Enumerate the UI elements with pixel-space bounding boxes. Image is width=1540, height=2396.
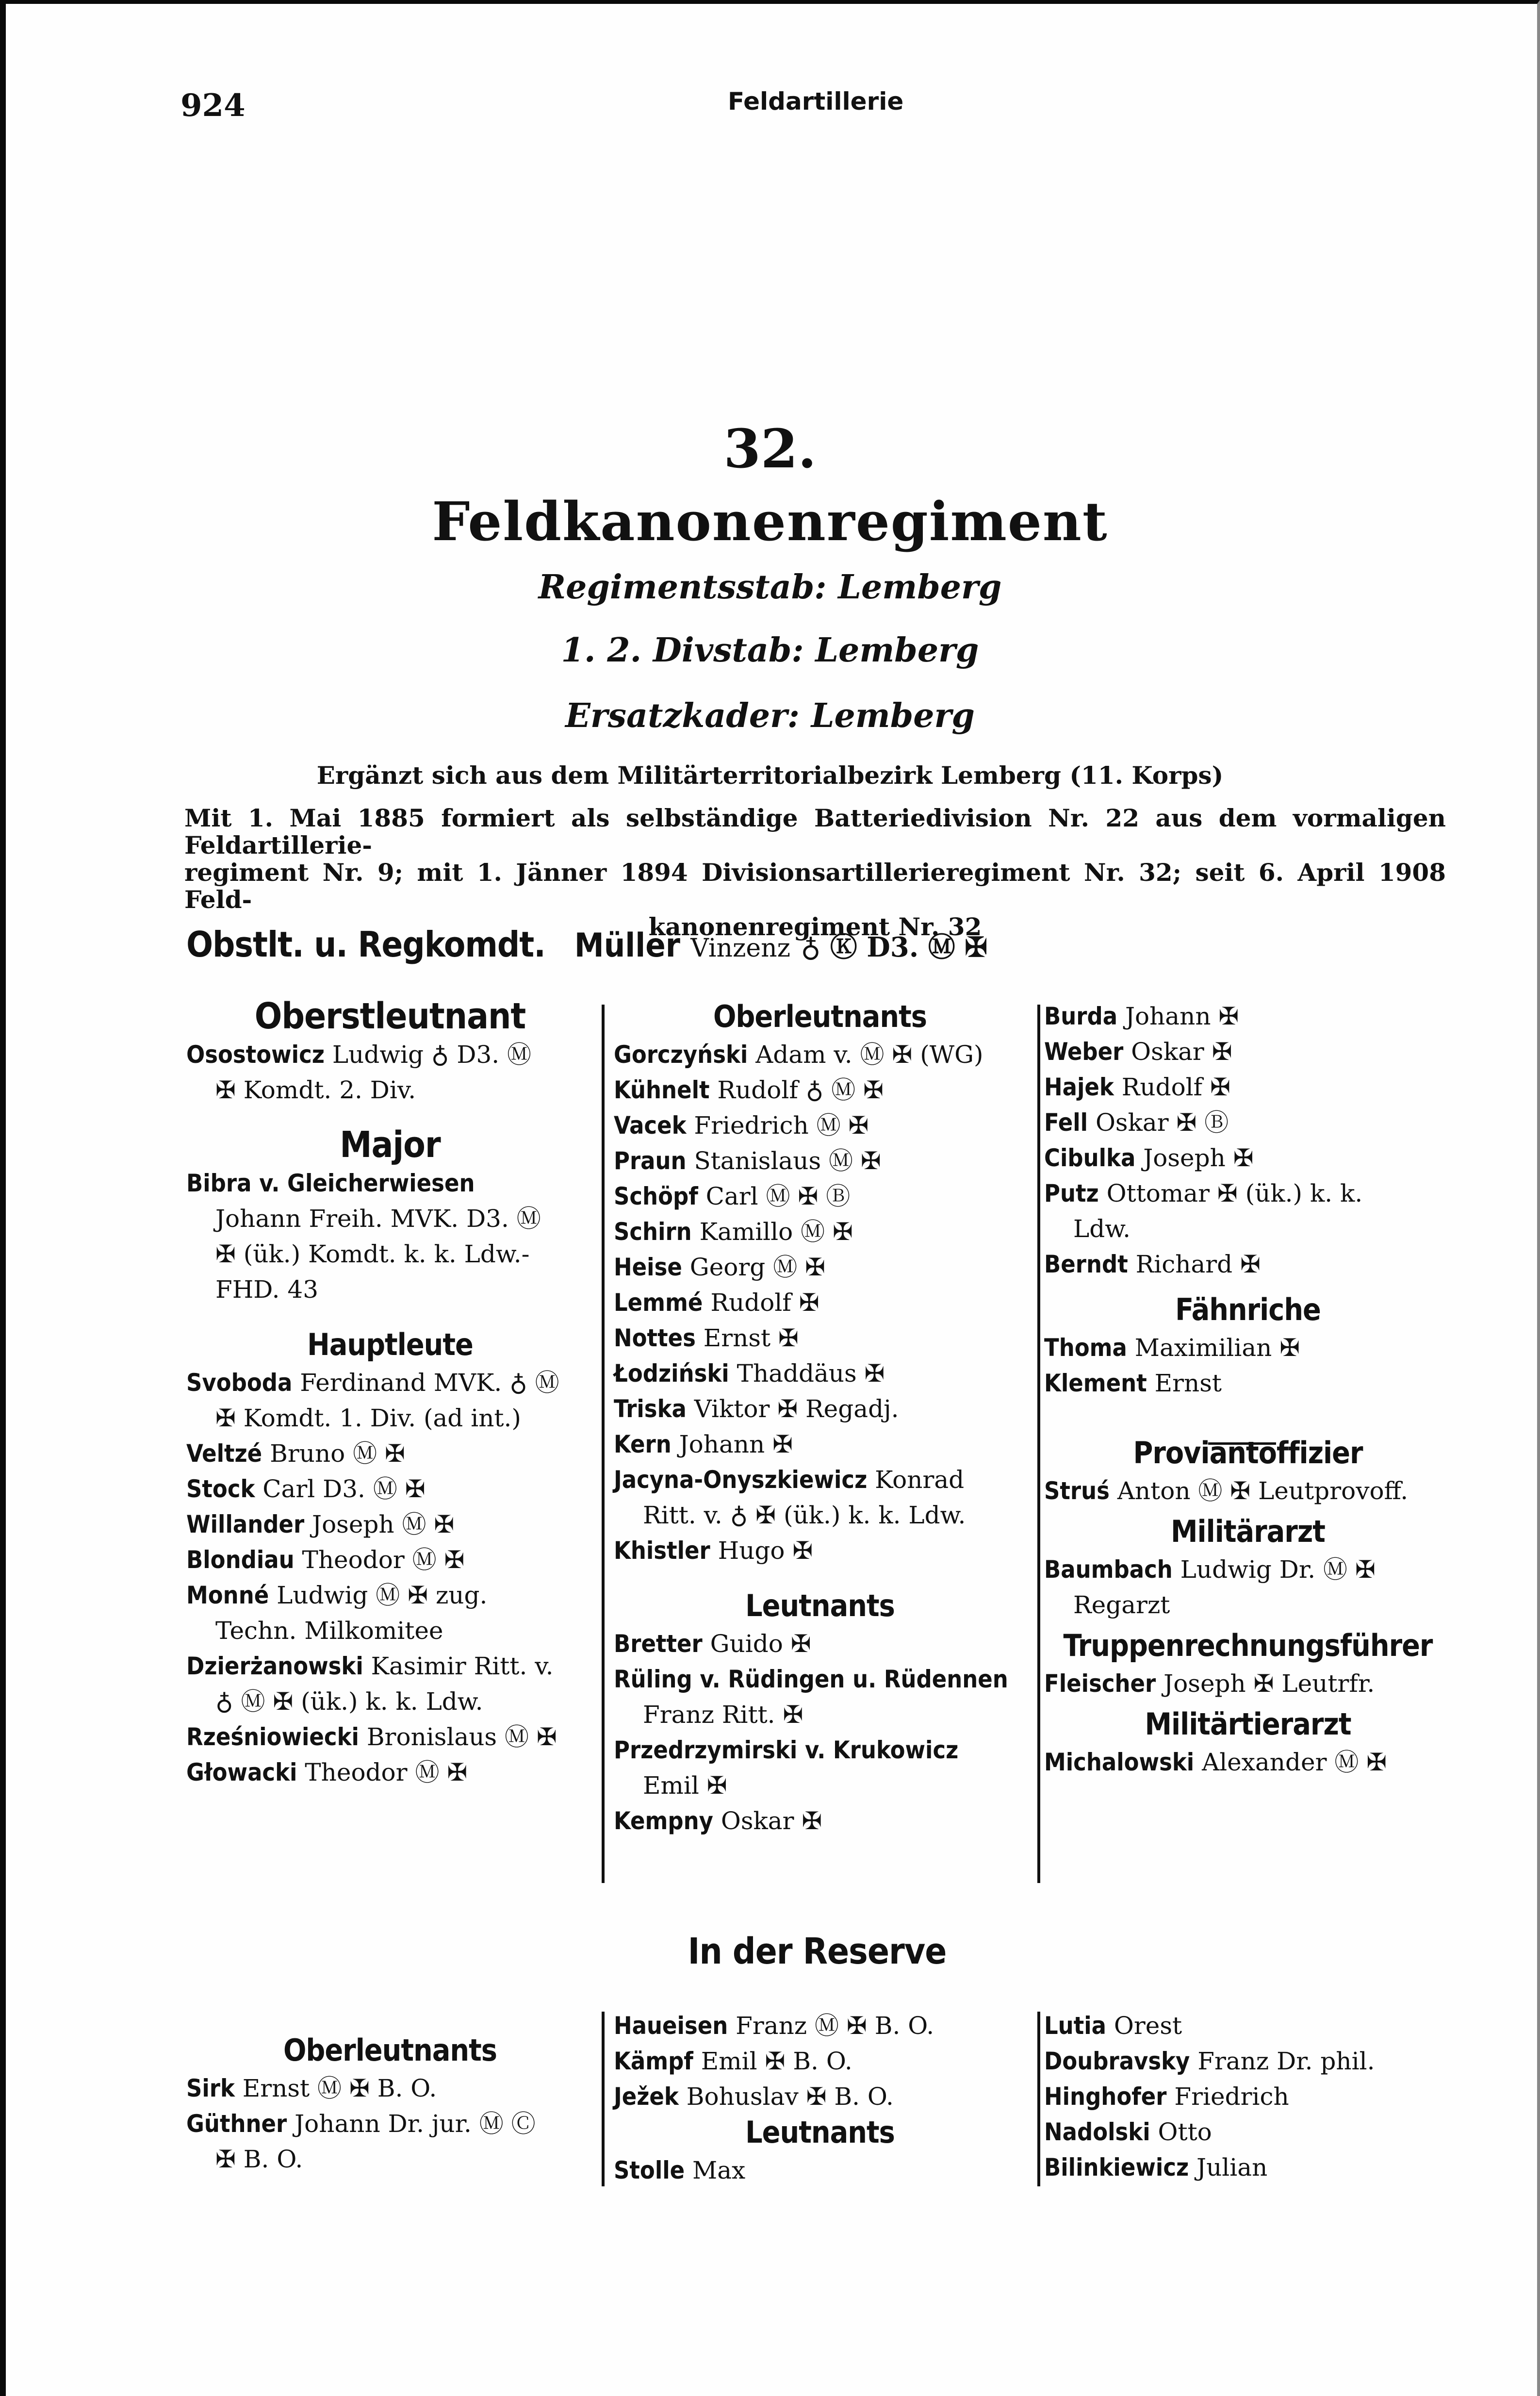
- roster-entry: [614, 1321, 1026, 1356]
- officer-surname: Putz: [1044, 1179, 1099, 1207]
- roster-entry: [1044, 1034, 1452, 1070]
- history-line: kanonenregiment Nr. 32: [648, 912, 982, 941]
- officer-details: Richard ✠: [1128, 1250, 1261, 1278]
- roster-entry: [186, 2106, 594, 2142]
- officer-surname: Sirk: [186, 2074, 235, 2102]
- officer-details: Kamillo Ⓜ ✠: [691, 1218, 853, 1246]
- officer-details: Rudolf ✠: [703, 1289, 819, 1317]
- officer-surname: Cibulka: [1044, 1144, 1136, 1172]
- officer-surname: Baumbach: [1044, 1555, 1173, 1584]
- commander-decorations: ♁ Ⓚ D3. Ⓜ ✠: [801, 931, 988, 963]
- officer-details: Techn. Milkomitee: [215, 1617, 443, 1645]
- roster-entry: [1044, 2115, 1452, 2150]
- section-heading: Oberstleutnant: [254, 995, 526, 1037]
- officer-surname: Dzierżanowski: [186, 1652, 363, 1680]
- officer-details: ♁ Ⓜ ✠ (ük.) k. k. Ldw.: [215, 1687, 483, 1716]
- officer-surname: Svoboda: [186, 1369, 293, 1397]
- roster-entry: [1044, 999, 1452, 1034]
- section-heading: Hauptleute: [307, 1327, 473, 1362]
- officer-surname: Michalowski: [1044, 1748, 1195, 1776]
- officer-details: Maximilian ✠: [1127, 1334, 1300, 1362]
- officer-surname: Ježek: [614, 2082, 679, 2111]
- officer-details: Ludwig Ⓜ ✠ zug.: [269, 1581, 488, 1609]
- officer-details: Ernst: [1147, 1369, 1222, 1397]
- roster-entry: [614, 1498, 1026, 1533]
- officer-details: Oskar ✠: [713, 1807, 822, 1835]
- roster-entry: [614, 1250, 1026, 1285]
- history-line: Mit 1. Mai 1885 formiert als selbständige Batteriedivision Nr. 22 aus dem vormaligen Feldartillerie-: [184, 804, 1446, 859]
- officer-details: Carl D3. Ⓜ ✠: [255, 1475, 426, 1503]
- officer-details: Emil ✠ B. O.: [693, 2047, 852, 2075]
- officer-surname: Hinghofer: [1044, 2082, 1167, 2111]
- officer-details: ✠ B. O.: [215, 2145, 303, 2173]
- officer-details: Joseph Ⓜ ✠: [304, 1510, 455, 1538]
- officer-surname: Willander: [186, 1510, 305, 1538]
- officer-details: Otto: [1150, 2118, 1212, 2146]
- roster-entry: [186, 1507, 594, 1542]
- officer-surname: Gorczyński: [614, 1041, 748, 1069]
- officer-surname: Schöpf: [614, 1182, 698, 1210]
- commander-given: Vinzenz: [690, 934, 791, 963]
- reserve-column-middle: [614, 2008, 1026, 2188]
- officer-surname: Hajek: [1044, 1073, 1114, 1101]
- officer-surname: Bilinkiewicz: [1044, 2153, 1189, 2181]
- officer-details: Rudolf ✠: [1114, 1073, 1230, 1101]
- page-number: 924: [180, 87, 246, 124]
- officer-surname: Łodziński: [614, 1359, 729, 1388]
- officer-surname: Lemmé: [614, 1289, 703, 1317]
- officer-details: Viktor ✠ Regadj.: [686, 1395, 899, 1423]
- roster-entry: [186, 1272, 594, 1307]
- roster-entry: [186, 1684, 594, 1719]
- officer-surname: Głowacki: [186, 1758, 297, 1786]
- commander-surname: Müller: [574, 926, 680, 965]
- officer-details: Guido ✠: [702, 1630, 811, 1658]
- officer-details: Oskar ✠ Ⓑ: [1088, 1108, 1229, 1137]
- roster-entry: [1044, 1105, 1452, 1140]
- officer-surname: Przedrzymirski v. Krukowicz: [614, 1736, 959, 1764]
- officer-surname: Khistler: [614, 1537, 710, 1565]
- officer-details: ✠ (ük.) Komdt. k. k. Ldw.-: [215, 1240, 530, 1268]
- reserve-column-left: [186, 2032, 594, 2177]
- roster-entry: [186, 1719, 594, 1755]
- roster-entry: [1044, 2008, 1452, 2044]
- reserve-title: In der Reserve: [688, 1931, 947, 1972]
- section-heading: Oberleutnants: [283, 2032, 497, 2068]
- officer-details: Ottomar ✠ (ük.) k. k.: [1098, 1179, 1363, 1207]
- officer-surname: Veltzé: [186, 1439, 262, 1468]
- officer-surname: Jacyna-Onyszkiewicz: [614, 1466, 868, 1494]
- roster-entry: [1044, 2150, 1452, 2185]
- ersatzkader: Ersatzkader: Lemberg: [565, 696, 975, 735]
- officer-details: Friedrich: [1166, 2082, 1289, 2111]
- officer-details: Anton Ⓜ ✠ Leutprovoff.: [1109, 1477, 1409, 1505]
- officer-details: Emil ✠: [643, 1771, 727, 1800]
- roster-entry: [614, 1662, 1026, 1697]
- reserve-column-rule: [1037, 2012, 1040, 2186]
- roster-entry: [614, 1179, 1026, 1214]
- section-heading: Major: [340, 1124, 441, 1166]
- officer-details: Johann ✠: [671, 1430, 793, 1458]
- commander-line: [186, 924, 987, 965]
- officer-details: ✠ Komdt. 2. Div.: [215, 1076, 416, 1104]
- officer-surname: Kern: [614, 1430, 672, 1458]
- section-heading: Leutnants: [745, 1588, 895, 1623]
- officer-surname: Lutia: [1044, 2012, 1106, 2040]
- officer-details: Johann Dr. jur. Ⓜ Ⓒ: [287, 2110, 536, 2138]
- officer-details: Ernst Ⓜ ✠ B. O.: [234, 2074, 437, 2102]
- roster-entry: [1044, 1366, 1452, 1401]
- officer-details: Ernst ✠: [695, 1324, 799, 1352]
- officer-surname: Schirn: [614, 1218, 692, 1246]
- officer-details: Kasimir Ritt. v.: [363, 1652, 554, 1680]
- officer-details: Carl Ⓜ ✠ Ⓑ: [698, 1182, 851, 1210]
- officer-surname: Monné: [186, 1581, 269, 1609]
- officer-details: Max: [685, 2156, 746, 2184]
- officer-details: Ludwig ♁ D3. Ⓜ: [324, 1041, 532, 1069]
- column-left: [186, 995, 594, 1790]
- officer-surname: Rüling v. Rüdingen u. Rüdennen: [614, 1665, 1008, 1693]
- officer-surname: Osostowicz: [186, 1041, 325, 1069]
- officer-details: Julian: [1189, 2153, 1268, 2181]
- roster-entry: [614, 1108, 1026, 1143]
- roster-entry: [186, 1542, 594, 1578]
- officer-details: Alexander Ⓜ ✠: [1194, 1748, 1387, 1776]
- column-rule: [1037, 1005, 1040, 1883]
- regiment-number: 32.: [723, 417, 817, 480]
- column-middle: [614, 999, 1026, 1839]
- officer-details: Bronislaus Ⓜ ✠: [359, 1723, 557, 1751]
- officer-surname: Burda: [1044, 1002, 1118, 1030]
- regimentsstab: Regimentsstab: Lemberg: [538, 568, 1002, 607]
- column-right: [1044, 999, 1452, 1780]
- section-heading: Proviantoffizier: [1133, 1435, 1363, 1471]
- officer-surname: Struś: [1044, 1477, 1110, 1505]
- roster-entry: [1044, 1247, 1452, 1282]
- officer-surname: Triska: [614, 1395, 687, 1423]
- officer-details: Oskar ✠: [1123, 1038, 1232, 1066]
- roster-entry: [614, 1391, 1026, 1427]
- officer-surname: Nottes: [614, 1324, 696, 1352]
- roster-entry: [1044, 1211, 1452, 1247]
- roster-entry: [614, 1285, 1026, 1321]
- officer-details: FHD. 43: [215, 1275, 319, 1304]
- roster-entry: [1044, 1473, 1452, 1509]
- officer-surname: Rześniowiecki: [186, 1723, 359, 1751]
- officer-details: Stanislaus Ⓜ ✠: [686, 1147, 881, 1175]
- ergaenzung-line: Ergänzt sich aus dem Militärterritorialbezirk Lemberg (11. Korps): [316, 761, 1224, 790]
- officer-details: Bohuslav ✠ B. O.: [678, 2082, 894, 2111]
- roster-entry: [614, 2044, 1026, 2079]
- divstab: 1. 2. Divstab: Lemberg: [561, 631, 979, 670]
- officer-surname: Thoma: [1044, 1334, 1127, 1362]
- roster-entry: [614, 1214, 1026, 1250]
- roster-entry: [614, 2008, 1026, 2044]
- regiment-name: Feldkanonenregiment: [432, 490, 1108, 553]
- officer-surname: Doubravsky: [1044, 2047, 1190, 2075]
- officer-details: Hugo ✠: [710, 1537, 813, 1565]
- officer-details: Ritt. v. ♁ ✠ (ük.) k. k. Ldw.: [643, 1501, 966, 1529]
- roster-entry: [186, 2071, 594, 2106]
- roster-entry: [614, 1427, 1026, 1462]
- roster-entry: [614, 1697, 1026, 1733]
- officer-details: Franz Ritt. ✠: [643, 1701, 803, 1729]
- roster-entry: [186, 1471, 594, 1507]
- roster-entry: [186, 1237, 594, 1272]
- roster-entry: [1044, 1330, 1452, 1366]
- roster-entry: [186, 1436, 594, 1471]
- officer-surname: Bretter: [614, 1630, 703, 1658]
- commander-rank: Obstlt. u. Regkomdt.: [186, 924, 545, 965]
- officer-details: Theodor Ⓜ ✠: [297, 1758, 468, 1786]
- roster-entry: [186, 1201, 594, 1237]
- roster-entry: [1044, 1666, 1452, 1702]
- roster-entry: [186, 2142, 594, 2177]
- officer-details: ✠ Komdt. 1. Div. (ad int.): [215, 1404, 521, 1432]
- officer-details: Regarzt: [1073, 1591, 1170, 1619]
- roster-entry: [614, 1733, 1026, 1768]
- officer-surname: Fleischer: [1044, 1669, 1156, 1698]
- roster-entry: [1044, 2079, 1452, 2115]
- section-heading: Fähnriche: [1175, 1292, 1321, 1327]
- officer-details: Ludwig Dr. Ⓜ ✠: [1172, 1555, 1376, 1584]
- history-paragraph: [184, 805, 1446, 941]
- officer-surname: Bibra v. Gleicherwiesen: [186, 1169, 475, 1197]
- roster-entry: [614, 1037, 1026, 1073]
- roster-entry: [614, 2153, 1026, 2188]
- officer-details: Friedrich Ⓜ ✠: [686, 1111, 869, 1140]
- officer-details: Adam v. Ⓜ ✠ (WG): [748, 1041, 983, 1069]
- officer-details: Ferdinand MVK. ♁ Ⓜ: [292, 1369, 559, 1397]
- officer-details: Theodor Ⓜ ✠: [294, 1546, 465, 1574]
- officer-details: Konrad: [867, 1466, 965, 1494]
- officer-surname: Klement: [1044, 1369, 1147, 1397]
- officer-details: Thaddäus ✠: [729, 1359, 885, 1388]
- officer-details: Joseph ✠: [1135, 1144, 1254, 1172]
- roster-entry: [614, 1533, 1026, 1569]
- officer-details: Bruno Ⓜ ✠: [262, 1439, 405, 1468]
- roster-entry: [186, 1037, 594, 1073]
- roster-entry: [614, 1143, 1026, 1179]
- running-title: Feldartillerie: [728, 87, 904, 116]
- officer-surname: Stolle: [614, 2156, 685, 2184]
- officer-surname: Weber: [1044, 1038, 1124, 1066]
- officer-details: Rudolf ♁ Ⓜ ✠: [709, 1076, 884, 1104]
- officer-details: Franz Ⓜ ✠ B. O.: [728, 2012, 934, 2040]
- officer-surname: Blondiau: [186, 1546, 295, 1574]
- officer-surname: Vacek: [614, 1111, 687, 1140]
- roster-entry: [186, 1649, 594, 1684]
- roster-entry: [1044, 1070, 1452, 1105]
- officer-surname: Kämpf: [614, 2047, 693, 2075]
- roster-entry: [614, 1626, 1026, 1662]
- roster-entry: [614, 1073, 1026, 1108]
- roster-entry: [186, 1365, 594, 1401]
- section-heading: Militärarzt: [1171, 1514, 1325, 1549]
- officer-surname: Kempny: [614, 1807, 713, 1835]
- officer-details: Franz Dr. phil.: [1190, 2047, 1375, 2075]
- roster-entry: [614, 1803, 1026, 1839]
- roster-entry: [1044, 1745, 1452, 1780]
- officer-surname: Güthner: [186, 2110, 287, 2138]
- roster-entry: [186, 1613, 594, 1649]
- officer-surname: Kühnelt: [614, 1076, 710, 1104]
- officer-surname: Berndt: [1044, 1250, 1128, 1278]
- section-heading: Truppenrechnungsführer: [1063, 1628, 1433, 1663]
- officer-surname: Praun: [614, 1147, 687, 1175]
- officer-surname: Nadolski: [1044, 2118, 1150, 2146]
- roster-entry: [1044, 1176, 1452, 1211]
- officer-details: Ldw.: [1073, 1215, 1130, 1243]
- officer-details: Joseph ✠ Leutrfr.: [1156, 1669, 1375, 1698]
- section-heading: Oberleutnants: [713, 999, 927, 1034]
- history-line: regiment Nr. 9; mit 1. Jänner 1894 Divisionsartillerieregiment Nr. 32; seit 6. April 1908 Feld-: [184, 858, 1446, 914]
- officer-surname: Stock: [186, 1475, 255, 1503]
- officer-surname: Heise: [614, 1253, 682, 1281]
- column-rule: [602, 1005, 605, 1883]
- roster-entry: [614, 1356, 1026, 1391]
- roster-entry: [614, 1462, 1026, 1498]
- reserve-column-rule: [602, 2012, 605, 2186]
- officer-details: Johann Freih. MVK. D3. Ⓜ: [215, 1205, 541, 1233]
- roster-entry: [1044, 2044, 1452, 2079]
- roster-entry: [1044, 1587, 1452, 1623]
- officer-details: Orest: [1106, 2012, 1182, 2040]
- roster-entry: [1044, 1140, 1452, 1176]
- officer-details: Georg Ⓜ ✠: [682, 1253, 825, 1281]
- roster-entry: [186, 1578, 594, 1613]
- officer-surname: Haueisen: [614, 2012, 728, 2040]
- section-heading: Militärtierarzt: [1145, 1706, 1351, 1742]
- reserve-title-block: [186, 1931, 1448, 1972]
- officer-details: Johann ✠: [1117, 1002, 1239, 1030]
- roster-entry: [614, 2079, 1026, 2115]
- officer-surname: Fell: [1044, 1108, 1088, 1137]
- roster-entry: [614, 1768, 1026, 1803]
- roster-entry: [186, 1166, 594, 1201]
- roster-entry: [186, 1401, 594, 1436]
- reserve-column-right: [1044, 2008, 1452, 2185]
- section-heading: Leutnants: [745, 2115, 895, 2150]
- roster-entry: [186, 1073, 594, 1108]
- roster-entry: [186, 1755, 594, 1790]
- roster-entry: [1044, 1552, 1452, 1587]
